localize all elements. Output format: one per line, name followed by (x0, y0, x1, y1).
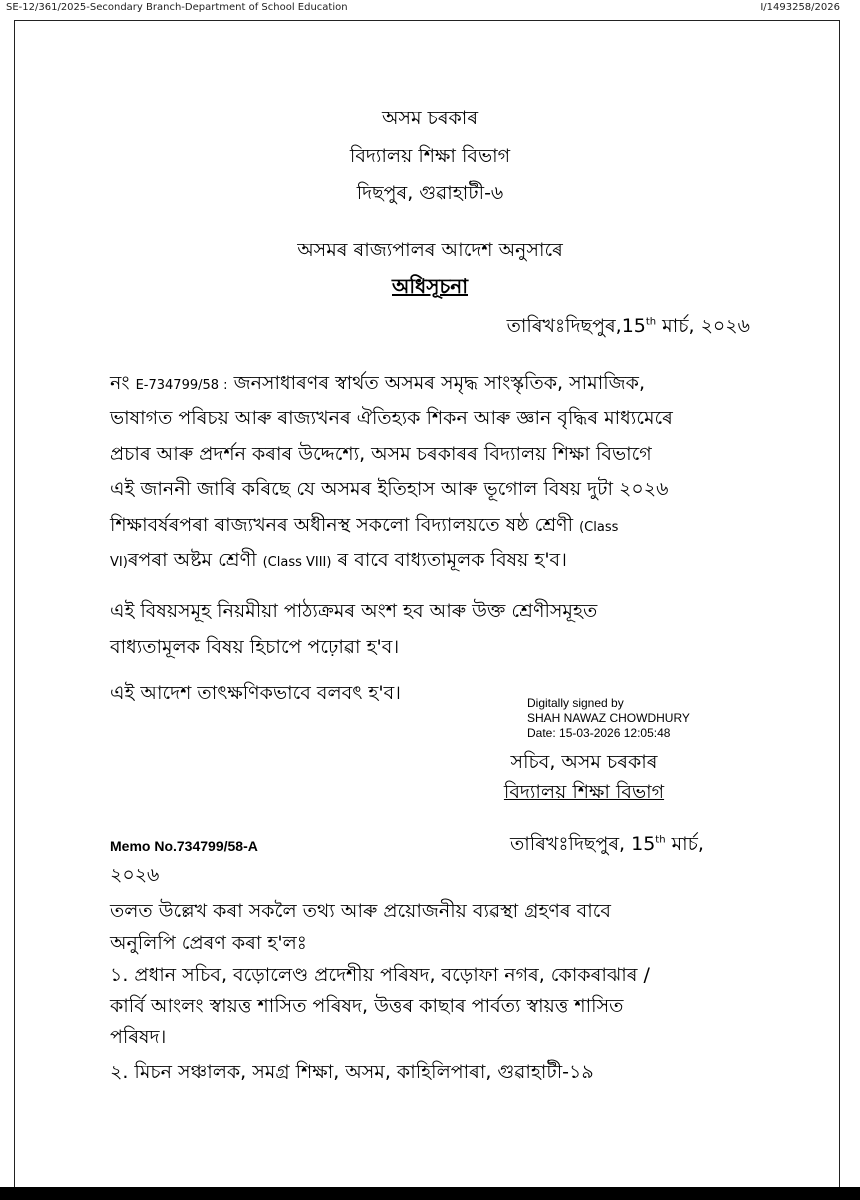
body-line-1-text: জনসাধাৰণৰ স্বাৰ্থত অসমৰ সমৃদ্ধ সাংস্কৃতিক, সামাজিক, (233, 372, 645, 394)
memo-intro-line-1: তলত উল্লেখ কৰা সকলৈ তথ্য আৰু প্ৰয়োজনীয় ব্যৱস্থা গ্ৰহণৰ বাবে (110, 900, 611, 922)
memo-intro-line-2: অনুলিপি প্ৰেৰণ কৰা হ'লঃ (110, 932, 307, 954)
order-authority: অসমৰ ৰাজ্যপালৰ আদেশ অনুসাৰে (297, 239, 563, 261)
memo-item-1-line-3: পৰিষদ। (110, 1026, 167, 1048)
signatory-department: বিদ্যালয় শিক্ষা বিভাগ (503, 781, 665, 803)
paragraph-3: এই আদেশ তাৎক্ষণিকভাবে বলবৎ হ'ব। (110, 682, 401, 704)
body-line-4: এই জাননী জাৰি কৰিছে যে অসমৰ ইতিহাস আৰু ভূগোল বিষয় দুটা ২০২৬ (110, 478, 669, 500)
body-line-5-class: (Class (579, 520, 619, 535)
digital-signature-line-3: Date: 15-03-2026 12:05:48 (527, 726, 671, 740)
paragraph-2-line-2: বাধ্যতামূলক বিষয় হিচাপে পঢ়োৱা হ'ব। (110, 636, 400, 658)
notification-no-label: নং (110, 372, 130, 394)
memo-number: Memo No.734799/58-A (110, 838, 258, 854)
digital-signature-line-1: Digitally signed by (527, 696, 624, 710)
date-prefix: তাৰিখঃদিছপুৰ,15 (506, 315, 646, 337)
memo-date-prefix: তাৰিখঃদিছপুৰ, 15 (510, 833, 656, 855)
memo-date-suffix: মাৰ্চ, (665, 833, 704, 855)
memo-date (510, 830, 704, 862)
body-line-6-a: VI) (110, 555, 128, 570)
signatory-title: সচিব, অসম চৰকাৰ (510, 751, 658, 773)
paragraph-2-line-1: এই বিষয়সমূহ নিয়মীয়া পাঠ্যক্ৰমৰ অংশ হব আৰু উক্ত শ্ৰেণীসমূহত (110, 600, 598, 622)
government-name: অসম চৰকাৰ (381, 107, 479, 129)
notification-no-value: E-734799/58 : (135, 378, 228, 393)
body-line-5-text: শিক্ষাবৰ্ষৰপৰা ৰাজ্যখনৰ অধীনস্থ সকলো বিদ্যালয়তে ষষ্ঠ শ্ৰেণী (110, 514, 574, 536)
department-name: বিদ্যালয় শিক্ষা বিভাগ (349, 145, 511, 167)
digital-signature-line-2: SHAH NAWAZ CHOWDHURY (527, 711, 690, 725)
memo-date-sup: th (655, 834, 666, 846)
notification-date (507, 312, 750, 344)
date-sup: th (645, 316, 657, 328)
memo-item-2: ২. মিচন সঞ্চালক, সমগ্ৰ শিক্ষা, অসম, কাহিলিপাৰা, গুৱাহাটী-১৯ (110, 1061, 594, 1083)
memo-item-1-line-1: ১. প্ৰধান সচিব, বড়োলেণ্ড প্ৰদেশীয় পৰিষদ, বড়োফা নগৰ, কোকৰাঝাৰ / (110, 964, 650, 986)
body-line-6-b: ৰপৰা অষ্টম শ্ৰেণী (127, 549, 257, 571)
notification-title: অধিসূচনা (392, 274, 468, 298)
memo-item-1-line-2: কাৰ্বি আংলং স্বায়ত্ত শাসিত পৰিষদ, উত্তৰ কাছাৰ পাৰ্বত্য স্বায়ত্ত শাসিত (110, 995, 624, 1017)
memo-year: ২০২৬ (110, 864, 160, 886)
body-line-6-c: (Class VIII) (262, 555, 332, 570)
file-number: SE-12/361/2025-Secondary Branch-Department of School Education (6, 2, 348, 13)
body-line-2: ভাষাগত পৰিচয় আৰু ৰাজ্যখনৰ ঐতিহ্যক শিকন আৰু জ্ঞান বৃদ্ধিৰ মাধ্যমেৰে (110, 407, 673, 429)
date-suffix: মাৰ্চ, ২০২৬ (656, 315, 750, 337)
reference-number: I/1493258/2026 (760, 2, 840, 13)
body-line-6-d: ৰ বাবে বাধ্যতামূলক বিষয় হ'ব। (337, 549, 567, 571)
body-line-1 (110, 366, 645, 404)
office-address: দিছপুৰ, গুৱাহাটী-৬ (356, 182, 504, 204)
body-line-3: প্ৰচাৰ আৰু প্ৰদৰ্শন কৰাৰ উদ্দেশ্যে, অসম চৰকাৰৰ বিদ্যালয় শিক্ষা বিভাগে (110, 443, 652, 465)
body-line-5 (110, 508, 618, 546)
body-line-6 (110, 543, 567, 581)
